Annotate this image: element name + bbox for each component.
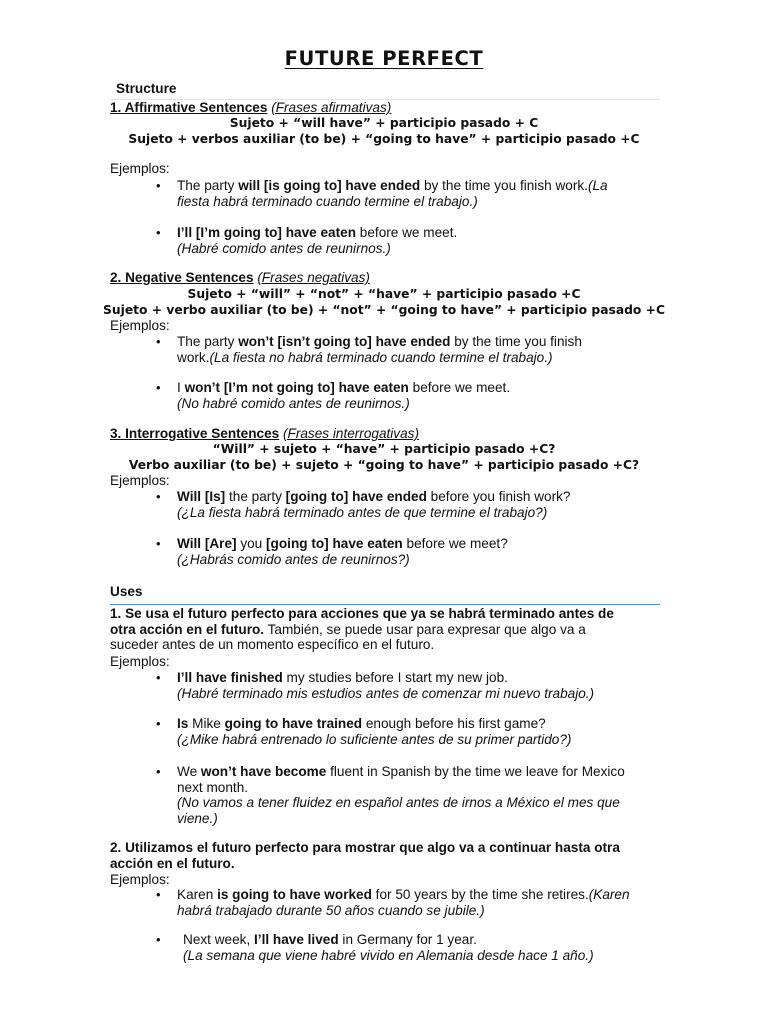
bullet-icon: • xyxy=(156,670,161,685)
document-page: FUTURE PERFECT Structure 1. Affirmative Sentences (Frases afirmativas) Sujeto + “will have” + participio pasado + C Sujeto + verbos auxiliar (to be) + “going to have” + participio pasado +C Ejemplos: • The party will [is going to] have ended by the time you finish work.(La fiesta habrá terminado cuando termine el trabajo.) • I’ll [I’m going to] have eaten before we meet. (Habré comido antes de reunirnos.) 2. Negative Sentences (Frases negativas) Sujeto + “will” + “not” + “have” + participio pasado +C Sujeto + verbo auxiliar (to be) + “not” + “going to have” + participio pasado +C Ejemplos: • The party won’t [isn’t going to] have ended by the time you finish work.(La fiesta no habrá terminado cuando termine el trabajo.) • I won’t [I’m not going to] have eaten before we meet. (No habré comido antes de reunirnos.) 3. Interrogative Sentences (Frases interrogativas) “Will” + sujeto + “have” + participio pasado +C? Verbo auxiliar (to be) + sujeto + “going to have” + participio pasado +C? Ejemplos: • Will [Is] the party [going to] have ended before you finish work? (¿La fiesta habrá terminado antes de que termine el trabajo?) • Will [Are] you [going to] have eaten before we meet? (¿Habrás comido antes de reunirnos?) Uses 1. Se usa el futuro perfecto para acciones que ya se habrá terminado antes de otra acción en el futuro. También, se puede usar para expresar que algo va a suceder antes de un momento específico en el futuro. Ejemplos: • I’ll have finished my studies before I start my new job. (Habré terminado mis estudios antes de comenzar mi nuevo trabajo.) • Is Mike going to have trained enough before his first game? (¿Mike habrá entrenado lo suficiente antes de su primer partido?) • We won’t have become fluent in Spanish by the time we leave for Mexico next month. (No vamos a tener fluidez en español antes de irnos a México el mes que viene.) 2. Utilizamos el futuro perfecto para mostrar que algo va a continuar hasta otra acción en el futuro. Ejemplos: • Karen is going to have worked for 50 years by the time she retires.(Karen habrá trabajado durante 50 años cuando se jubile.) • Next week, I’ll have lived in Germany for 1 year. (La semana que viene habré vivido en Alemania desde hace 1 año.) xyxy=(0,0,768,1024)
examples-label: Ejemplos: xyxy=(110,872,170,887)
interrogative-heading: 3. Interrogative Sentences (Frases interrogativas) xyxy=(110,426,419,441)
negative-heading: 2. Negative Sentences (Frases negativas) xyxy=(110,270,370,285)
bullet-icon: • xyxy=(156,380,161,395)
structure-label: Structure xyxy=(116,81,177,96)
uses-label: Uses xyxy=(110,584,143,599)
bullet-icon: • xyxy=(156,489,161,504)
bullet-icon: • xyxy=(156,716,161,731)
bullet-icon: • xyxy=(156,334,161,349)
page-title: FUTURE PERFECT xyxy=(284,47,484,70)
negative-formula-2: Sujeto + verbo auxiliar (to be) + “not” + “going to have” + participio pasado +C xyxy=(103,303,665,317)
bullet-icon: • xyxy=(156,178,161,193)
examples-label: Ejemplos: xyxy=(110,654,170,669)
interrogative-formula-1: “Will” + sujeto + “have” + participio pasado +C? xyxy=(212,442,556,456)
use-1-description: 1. Se usa el futuro perfecto para acciones que ya se habrá terminado antes de otra acción en el futuro. También, se puede usar para expresar que algo va a suceder antes de un momento específico en el futuro. xyxy=(110,606,614,653)
negative-formula-1: Sujeto + “will” + “not” + “have” + participio pasado +C xyxy=(187,287,581,301)
affirmative-formula-1: Sujeto + “will have” + participio pasado + C xyxy=(229,116,539,130)
bullet-icon: • xyxy=(156,932,161,947)
affirmative-heading: 1. Affirmative Sentences (Frases afirmativas) xyxy=(110,100,392,115)
bullet-icon: • xyxy=(156,536,161,551)
uses-divider xyxy=(110,604,660,605)
examples-label: Ejemplos: xyxy=(110,318,170,333)
interrogative-formula-2: Verbo auxiliar (to be) + sujeto + “going to have” + participio pasado +C? xyxy=(128,458,640,472)
use-2-description: 2. Utilizamos el futuro perfecto para mostrar que algo va a continuar hasta otra acción en el futuro. xyxy=(110,840,620,871)
bullet-icon: • xyxy=(156,225,161,240)
affirmative-formula-2: Sujeto + verbos auxiliar (to be) + “going to have” + participio pasado +C xyxy=(128,132,640,146)
examples-label: Ejemplos: xyxy=(110,473,170,488)
examples-label: Ejemplos: xyxy=(110,161,170,176)
bullet-icon: • xyxy=(156,887,161,902)
bullet-icon: • xyxy=(156,764,161,779)
